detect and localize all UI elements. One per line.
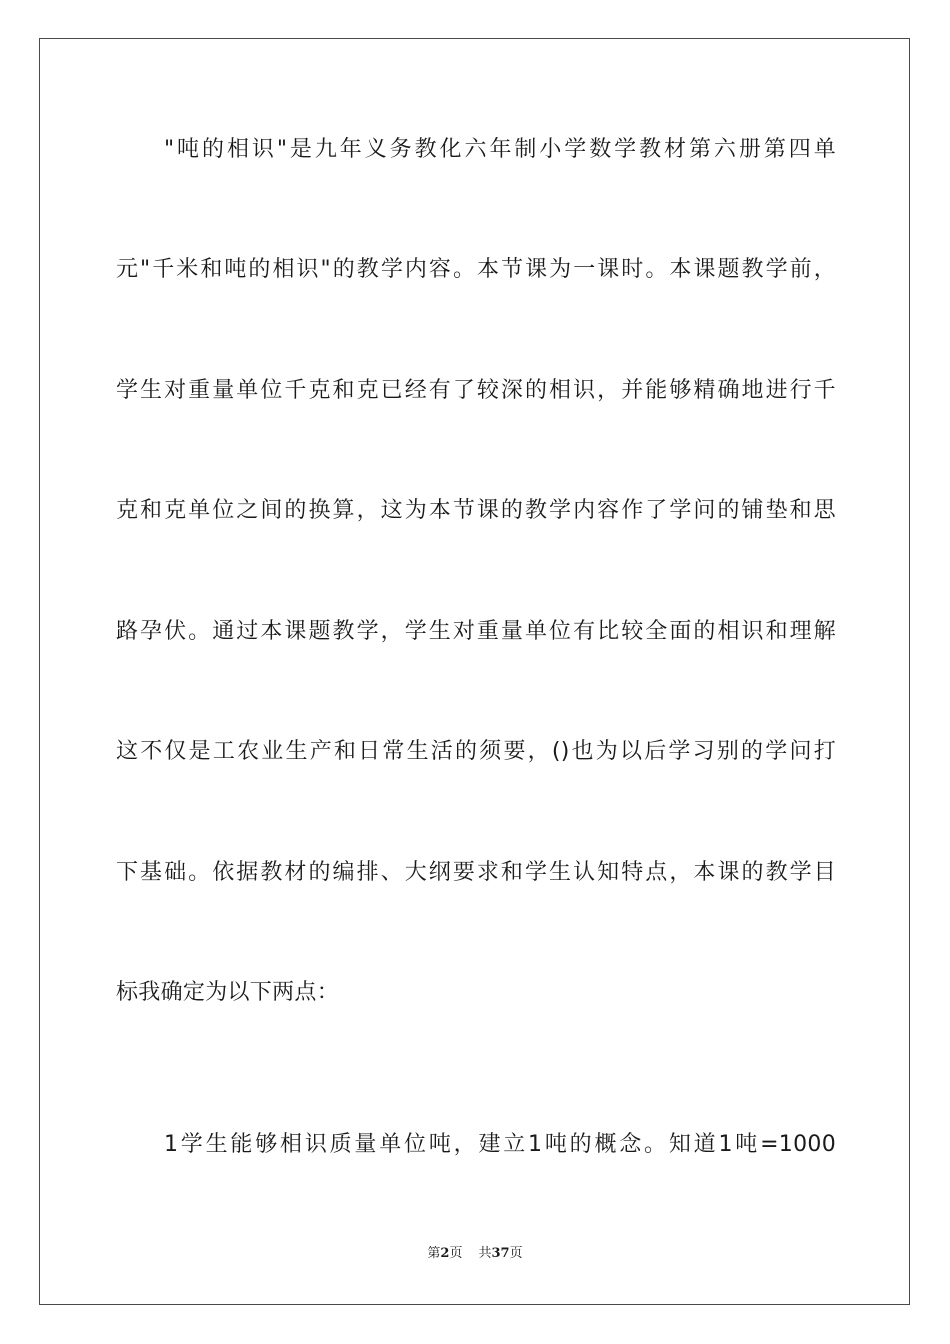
paragraph-line: "吨的相识"是九年义务教化六年制小学数学教材第六册第四单	[164, 137, 836, 162]
footer-total-pages: 37	[491, 1246, 510, 1261]
paragraph-line: 元"千米和吨的相识"的教学内容。本节课为一课时。本课题教学前，	[116, 257, 836, 282]
footer-total-suffix: 页	[509, 1246, 523, 1261]
paragraph-line: 标我确定为以下两点：	[116, 980, 340, 1005]
footer-page-prefix: 第	[427, 1246, 441, 1261]
paragraph-line: 路孕伏。通过本课题教学，学生对重量单位有比较全面的相识和理解	[116, 619, 836, 644]
footer-page-suffix: 页	[449, 1246, 463, 1261]
footer-current-page: 2	[440, 1246, 450, 1261]
paragraph-line: 学生对重量单位千克和克已经有了较深的相识，并能够精确地进行千	[116, 378, 836, 403]
page-footer	[0, 1245, 950, 1263]
footer-total-prefix: 共	[478, 1246, 492, 1261]
paragraph-line: 下基础。依据教材的编排、大纲要求和学生认知特点，本课的教学目	[116, 860, 836, 885]
list-item-line: 1学生能够相识质量单位吨，建立1吨的概念。知道1吨=1000	[164, 1132, 836, 1157]
paragraph-line: 这不仅是工农业生产和日常生活的须要，()也为以后学习别的学问打	[116, 739, 836, 764]
paragraph-line: 克和克单位之间的换算，这为本节课的教学内容作了学问的铺垫和思	[116, 498, 836, 523]
page-border	[39, 38, 910, 1305]
